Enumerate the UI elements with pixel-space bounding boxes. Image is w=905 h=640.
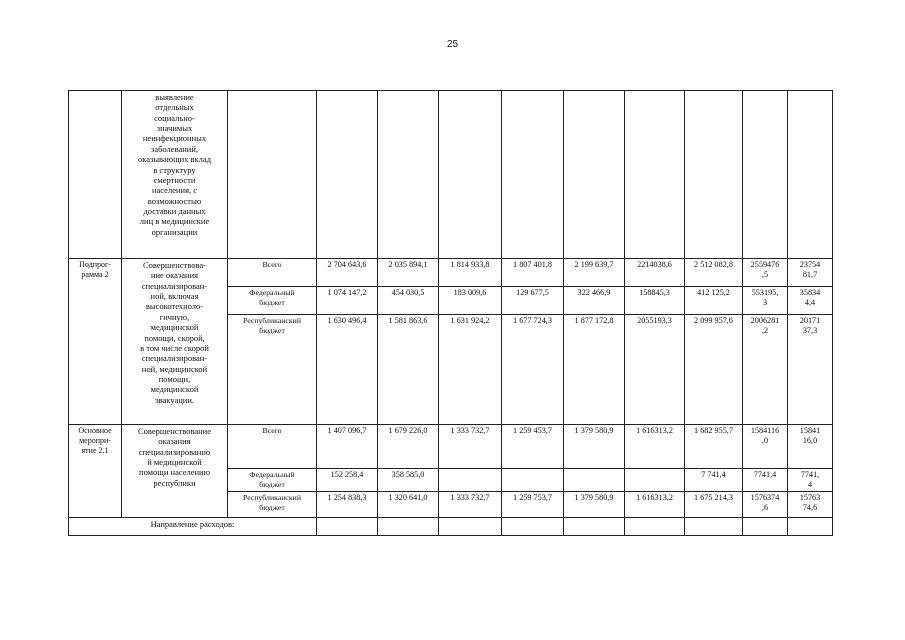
funding-source: Всего — [228, 425, 317, 469]
value-cell — [788, 91, 833, 259]
budget-table — [68, 90, 833, 536]
value-cell — [625, 469, 685, 492]
value-cell: 412 125,2 — [685, 287, 743, 315]
value-cell: 2 199 639,7 — [564, 259, 625, 287]
value-cell — [743, 518, 788, 536]
table-row — [69, 91, 833, 259]
subprogram-code: Подпрог- рамма 2 — [69, 259, 122, 425]
value-cell: 129 677,5 — [502, 287, 564, 315]
value-cell: 23754 81,7 — [788, 259, 833, 287]
value-cell: 1 407 096,7 — [317, 425, 378, 469]
value-cell: 454 030,5 — [378, 287, 439, 315]
table-row-footer — [69, 518, 833, 536]
value-cell — [502, 91, 564, 259]
value-cell: 1 616313,2 — [625, 492, 685, 518]
value-cell: 1 679 226,0 — [378, 425, 439, 469]
value-cell: 1584116 ,0 — [743, 425, 788, 469]
value-cell — [502, 518, 564, 536]
funding-source: Федеральный бюджет — [228, 469, 317, 492]
main-measure-code: Основное меропри- ятие 2.1 — [69, 425, 122, 518]
main-measure-name: Совершенствование оказания специализированно й медицинской помощи населению республики — [122, 425, 228, 518]
value-cell — [788, 518, 833, 536]
value-cell — [564, 469, 625, 492]
value-cell — [439, 518, 502, 536]
funding-source: Всего — [228, 259, 317, 287]
table-body — [69, 91, 833, 536]
value-cell: 152 258,4 — [317, 469, 378, 492]
value-cell: 1 259 453,7 — [502, 425, 564, 469]
value-cell: 1 074 147,2 — [317, 287, 378, 315]
value-cell: 1 581 863,6 — [378, 315, 439, 425]
value-cell: 35834 4,4 — [788, 287, 833, 315]
value-cell — [439, 469, 502, 492]
value-cell: 1 877 172,8 — [564, 315, 625, 425]
value-cell — [378, 518, 439, 536]
value-cell — [625, 518, 685, 536]
table-row — [69, 425, 833, 469]
value-cell — [685, 91, 743, 259]
value-cell — [502, 469, 564, 492]
expense-direction-label: Направление расходов: — [69, 518, 317, 536]
value-cell — [439, 91, 502, 259]
value-cell: 1 631 924,2 — [439, 315, 502, 425]
value-cell: 1 333 732,7 — [439, 425, 502, 469]
value-cell — [564, 91, 625, 259]
funding-source: Республиканский бюджет — [228, 492, 317, 518]
name-cell — [122, 91, 228, 259]
table-row — [69, 259, 833, 287]
value-cell — [625, 91, 685, 259]
value-cell — [685, 518, 743, 536]
value-cell: 2 035 894,1 — [378, 259, 439, 287]
value-cell: 1 630 496,4 — [317, 315, 378, 425]
value-cell: 553195, 3 — [743, 287, 788, 315]
value-cell: 1 677 724,3 — [502, 315, 564, 425]
value-cell: 1 807 401,8 — [502, 259, 564, 287]
value-cell: 2 099 957,6 — [685, 315, 743, 425]
value-cell: 183 009,6 — [439, 287, 502, 315]
value-cell: 1 254 838,3 — [317, 492, 378, 518]
value-cell — [317, 518, 378, 536]
value-cell: 1 675 214,3 — [685, 492, 743, 518]
value-cell: 15841 16,0 — [788, 425, 833, 469]
value-cell: 7741, 4 — [788, 469, 833, 492]
value-cell — [317, 91, 378, 259]
value-cell: 2559476 ,5 — [743, 259, 788, 287]
value-cell: 1 616313,2 — [625, 425, 685, 469]
value-cell: 1576374 ,6 — [743, 492, 788, 518]
value-cell: 2055193,3 — [625, 315, 685, 425]
value-cell: 1 333 732,7 — [439, 492, 502, 518]
continuation-name: выявление отдельных социально- значимых неинфекционных заболеваний, оказывающих вклад в структуру смертности населения, с возможностью доставки данных лиц в медицинские организации — [137, 92, 212, 237]
code-cell — [69, 91, 122, 259]
value-cell: 1 259 753,7 — [502, 492, 564, 518]
funding-source: Республиканский бюджет — [228, 315, 317, 425]
funding-source: Федеральный бюджет — [228, 287, 317, 315]
source-cell — [228, 91, 317, 259]
subprogram-name: Совершенствова- ние оказания специализирован- ной, включая высокотехноло- гичную, медицинской помощи, скорой, в том числе скорой специализирован- ной, медицинской помощи, медицинской эвакуации. — [122, 259, 228, 425]
value-cell: 15763 74,6 — [788, 492, 833, 518]
value-cell — [378, 91, 439, 259]
value-cell: 1 379 580,9 — [564, 492, 625, 518]
value-cell: 2214038,6 — [625, 259, 685, 287]
value-cell: 1 379 580,9 — [564, 425, 625, 469]
value-cell: 158845,3 — [625, 287, 685, 315]
value-cell: 1 814 933,8 — [439, 259, 502, 287]
value-cell: 7 741,4 — [685, 469, 743, 492]
value-cell: 7741,4 — [743, 469, 788, 492]
value-cell: 1 682 955,7 — [685, 425, 743, 469]
value-cell — [564, 518, 625, 536]
value-cell — [743, 91, 788, 259]
value-cell: 1 320 641,0 — [378, 492, 439, 518]
page-number: 25 — [446, 39, 459, 50]
value-cell: 2 704 643,6 — [317, 259, 378, 287]
value-cell: 20171 37,3 — [788, 315, 833, 425]
value-cell: 322 466,9 — [564, 287, 625, 315]
value-cell: 2006281 ,2 — [743, 315, 788, 425]
value-cell: 2 512 082,8 — [685, 259, 743, 287]
value-cell: 358 585,0 — [378, 469, 439, 492]
